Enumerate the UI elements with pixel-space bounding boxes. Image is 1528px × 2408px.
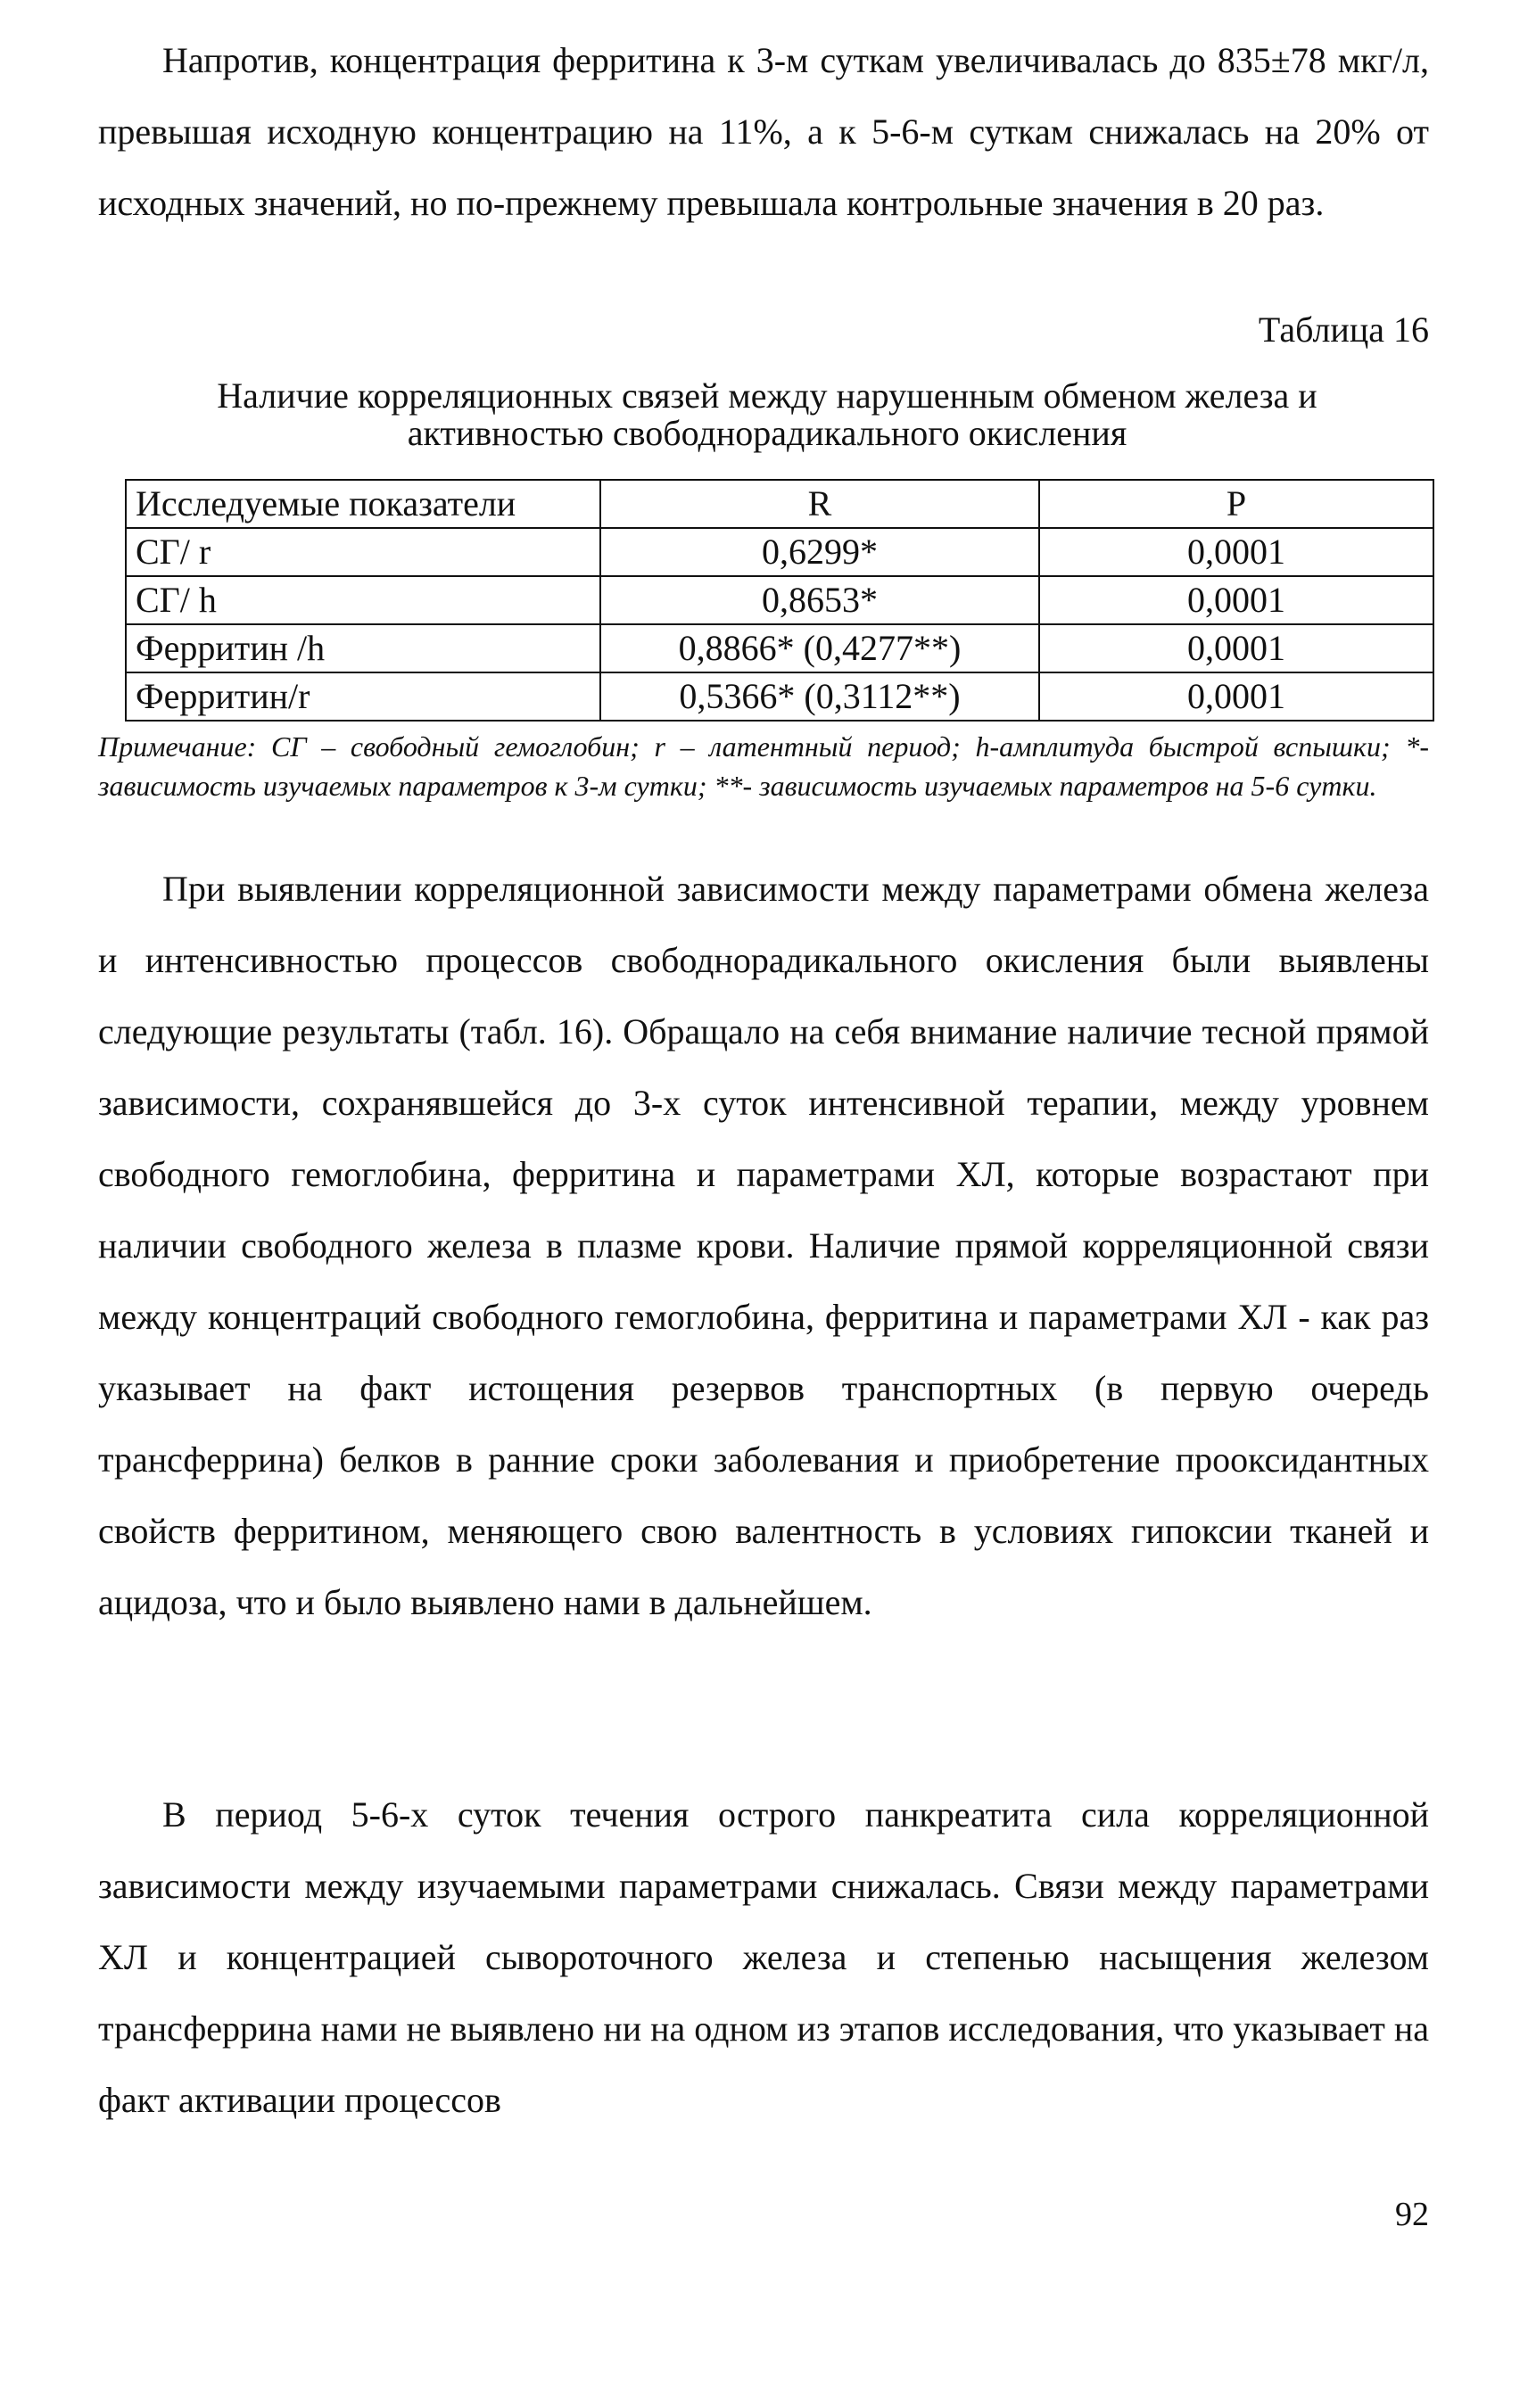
- header-p: P: [1039, 480, 1433, 528]
- table-note: Примечание: СГ – свободный гемоглобин; r – латентный период; h-амплитуда быстрой вспышки; *- зависимость изучаемых параметров к 3-м сутки; **- зависимость изучаемых параметров на 5-6 сутки.: [98, 730, 1429, 802]
- header-indicators: Исследуемые показатели: [126, 480, 600, 528]
- paragraph-ferritin-dynamics: Напротив, концентрация ферритина к 3-м суткам увеличивалась до 835±78 мкг/л, превышая исходную концентрацию на 11%, а к 5-6-м суткам снижалась на 20% от исходных значений, но по-прежнему превышала контрольные значения в 20 раз.: [98, 40, 1429, 223]
- table-title: Наличие корреляционных связей между нарушенным обменом железа и активностью свободнорадикального окисления: [217, 375, 1317, 453]
- table-row: [126, 672, 1433, 721]
- page-number: 92: [1395, 2196, 1429, 2233]
- header-r: R: [600, 480, 1039, 528]
- cell-p: 0,0001: [1039, 624, 1433, 672]
- cell-r: 0,5366* (0,3112**): [600, 672, 1039, 721]
- table-row: [126, 624, 1433, 672]
- correlation-table: [125, 479, 1434, 722]
- cell-r: 0,6299*: [600, 528, 1039, 576]
- paragraph-correlation-results: При выявлении корреляционной зависимости между параметрами обмена железа и интенсивностью процессов свободнорадикального окисления были выявлены следующие результаты (табл. 16). Обращало на себя внимание наличие тесной прямой зависимости, сохранявшейся до 3-х суток интенсивной терапии, между уровнем свободного гемоглобина, ферритина и параметрами ХЛ, которые возрастают при наличии свободного железа в плазме крови. Наличие прямой корреляционной связи между концентраций свободного гемоглобина, ферритина и параметрами ХЛ - как раз указывает на факт истощения резервов транспортных (в первую очередь трансферрина) белков в ранние сроки заболевания и приобретение прооксидантных свойств ферритином, меняющего свою валентность в условиях гипоксии тканей и ацидоза, что и было выявлено нами в дальнейшем.: [98, 869, 1429, 1622]
- table-row: [126, 528, 1433, 576]
- cell-p: 0,0001: [1039, 528, 1433, 576]
- table-header-row: [126, 480, 1433, 528]
- paragraph-days-5-6: В период 5-6-х суток течения острого панкреатита сила корреляционной зависимости между изучаемыми параметрами снижалась. Связи между параметрами ХЛ и концентрацией сывороточного железа и степенью насыщения железом трансферрина нами не выявлено ни на одном из этапов исследования, что указывает на факт активации процессов: [98, 1794, 1429, 2120]
- table-row: [126, 576, 1433, 624]
- cell-indicator: Ферритин /h: [126, 624, 600, 672]
- cell-p: 0,0001: [1039, 672, 1433, 721]
- cell-r: 0,8866* (0,4277**): [600, 624, 1039, 672]
- table-label: Таблица 16: [1258, 309, 1429, 350]
- cell-indicator: СГ/ r: [126, 528, 600, 576]
- cell-p: 0,0001: [1039, 576, 1433, 624]
- cell-indicator: СГ/ h: [126, 576, 600, 624]
- cell-indicator: Ферритин/r: [126, 672, 600, 721]
- cell-r: 0,8653*: [600, 576, 1039, 624]
